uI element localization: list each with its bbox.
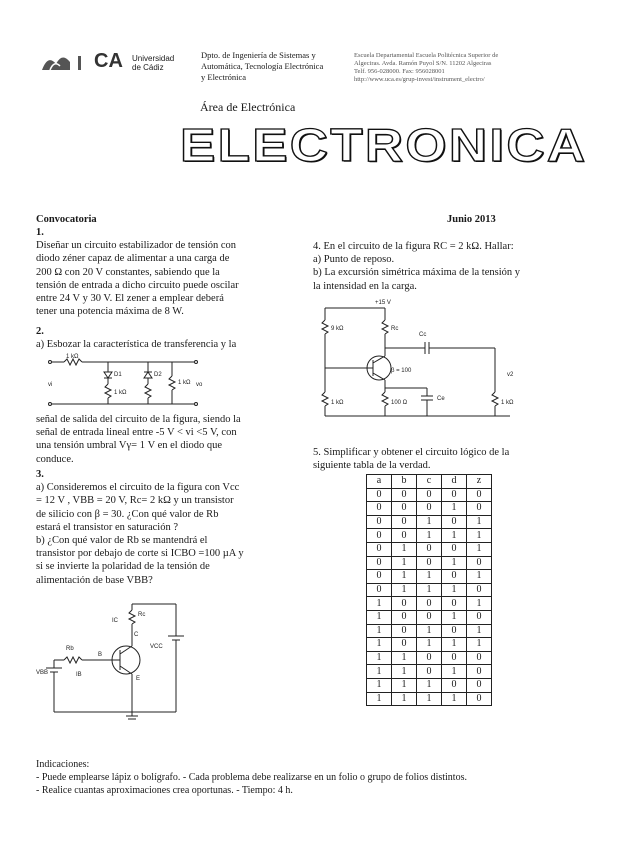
table-cell: 1 (442, 529, 467, 543)
beta-label: β = 100 (391, 368, 412, 374)
r2-label: 1 kΩ (114, 390, 127, 396)
re-label: 100 Ω (391, 400, 408, 406)
table-cell: 1 (392, 542, 417, 556)
svg-text:vi: vi (48, 382, 53, 388)
table-cell: 1 (417, 529, 442, 543)
table-cell: 0 (467, 610, 492, 624)
svg-text:vo: vo (196, 382, 203, 388)
rc-label: Rc (138, 612, 146, 618)
department-name: Dpto. de Ingeniería de Sistemas y Automática, Tecnología Electrónica y Electrónica (201, 50, 324, 82)
table-cell: 0 (417, 502, 442, 516)
table-cell: 0 (442, 542, 467, 556)
table-cell: 1 (467, 529, 492, 543)
table-header-row (367, 475, 492, 489)
table-cell: 1 (467, 624, 492, 638)
table-row (367, 515, 492, 529)
table-cell: 1 (392, 556, 417, 570)
diode-circuit-diagram (44, 352, 234, 414)
table-cell: 0 (467, 651, 492, 665)
b-label: B (98, 652, 103, 658)
table-cell: 1 (417, 570, 442, 584)
table-cell: 1 (442, 610, 467, 624)
table-cell: 0 (442, 651, 467, 665)
cc-label: Cc (419, 332, 427, 338)
table-cell: 0 (367, 488, 392, 502)
table-cell: 1 (442, 665, 467, 679)
table-cell: 0 (392, 529, 417, 543)
table-cell: 0 (367, 583, 392, 597)
question-2: 2. a) Esbozar la característica de transferencia y la (36, 325, 281, 351)
table-cell: 0 (442, 488, 467, 502)
question-2-continued: señal de salida del circuito de la figura, siendo la señal de entrada lineal entre -5 V < vi <5 V, con una tensión umbral Vγ= 1 V en el diodo que conduce. (36, 414, 241, 465)
table-cell: 1 (442, 638, 467, 652)
table-cell: 0 (467, 488, 492, 502)
table-cell: 0 (442, 597, 467, 611)
table-cell: 0 (392, 638, 417, 652)
table-cell: 0 (467, 665, 492, 679)
instruction-line: - Realice cuantas aproximaciones crea oportunas. - Tiempo: 4 h. (36, 785, 293, 796)
output-label: v2 (507, 372, 514, 378)
table-cell: 0 (392, 624, 417, 638)
table-row (367, 638, 492, 652)
page-title: ELECTRONICA (180, 119, 588, 171)
table-row (367, 542, 492, 556)
table-cell: 1 (467, 542, 492, 556)
question-number: 2. (36, 326, 44, 337)
instructions (36, 758, 596, 797)
question-1: 1. Diseñar un circuito estabilizador de tensión con diodo zéner capaz de alimentar a una carga de 200 Ω con 20 V constantes, sabiendo que la tensión de entrada a dicho circuito puede oscilar entre 24 V y 30 V. El zener a emplear deberá tener una potencia máxima de 8 W. (36, 226, 281, 318)
table-cell: 0 (417, 556, 442, 570)
r3-label: 1 kΩ (178, 380, 191, 386)
rl-label: 1 kΩ (501, 400, 514, 406)
exam-date: Junio 2013 (447, 214, 496, 225)
table-cell: 1 (367, 665, 392, 679)
table-row (367, 502, 492, 516)
column-header: z (467, 475, 492, 489)
table-cell: 0 (442, 624, 467, 638)
c-label: C (134, 632, 139, 638)
table-row (367, 610, 492, 624)
table-cell: 1 (467, 597, 492, 611)
column-header: a (367, 475, 392, 489)
table-cell: 1 (367, 692, 392, 706)
table-cell: 0 (442, 570, 467, 584)
rb-label: Rb (66, 646, 74, 652)
table-cell: 0 (417, 542, 442, 556)
table-cell: 0 (392, 488, 417, 502)
table-cell: 0 (367, 502, 392, 516)
table-row (367, 624, 492, 638)
table-cell: 1 (442, 583, 467, 597)
table-cell: 0 (367, 570, 392, 584)
e-label: E (136, 676, 141, 682)
table-cell: 0 (417, 665, 442, 679)
logo-emblem-icon (40, 50, 92, 72)
question-number: 1. (36, 227, 44, 238)
table-row (367, 488, 492, 502)
table-cell: 1 (392, 692, 417, 706)
table-cell: 0 (442, 515, 467, 529)
table-cell: 1 (417, 583, 442, 597)
amplifier-circuit-diagram (315, 296, 520, 424)
supply-voltage-label: +15 V (375, 300, 391, 306)
table-cell: 1 (442, 502, 467, 516)
instruction-line: - Puede emplearse lápiz o bolígrafo. - Cada problema debe realizarse en un folio o grupo de folios distintos. (36, 772, 467, 783)
table-cell: 1 (417, 678, 442, 692)
table-cell: 0 (417, 597, 442, 611)
table-cell: 0 (392, 610, 417, 624)
table-row (367, 597, 492, 611)
table-cell: 1 (392, 678, 417, 692)
table-cell: 0 (367, 542, 392, 556)
table-cell: 1 (367, 597, 392, 611)
table-cell: 0 (367, 556, 392, 570)
question-3: 3. a) Consideremos el circuito de la figura con Vcc = 12 V , VBB = 20 V, Rc= 2 kΩ y un transistor de silicio con β = 30. ¿Con qué valor de Rb estará el transistor en saturación ? b) ¿Con qué valor de Rb se mantendrá el transistor por debajo de corte si ICBO =100 µA y si se invierte la polaridad de la tensión de alimentación de base VBB? (36, 468, 281, 587)
department-address: Escuela Departamental Escuela Politécnica Superior de Algeciras. Avda. Ramón Puyol S/N. 11202 Algeciras Telf. 956-028000. Fax: 956028001 http://www.uca.es/grup-invest/instrument_electro/ (354, 52, 499, 83)
question-number: 3. (36, 469, 44, 480)
table-row (367, 678, 492, 692)
r2-label: 1 kΩ (331, 400, 344, 406)
table-cell: 1 (417, 515, 442, 529)
column-header: c (417, 475, 442, 489)
d2-label: D2 (154, 372, 162, 378)
convocatoria-label: Convocatoria (36, 214, 97, 225)
table-cell: 1 (392, 651, 417, 665)
table-cell: 0 (467, 556, 492, 570)
r1-label: 9 kΩ (331, 326, 344, 332)
table-row (367, 529, 492, 543)
question-5: 5. Simplificar y obtener el circuito lógico de la siguiente tabla de la verdad. (313, 447, 510, 472)
ib-label: IB (76, 672, 82, 678)
table-cell: 1 (367, 638, 392, 652)
vbb-label: VBB (36, 670, 49, 676)
table-cell: 0 (467, 678, 492, 692)
ce-label: Ce (437, 396, 445, 402)
logo-text: CA (94, 50, 123, 72)
table-cell: 1 (417, 638, 442, 652)
table-row (367, 583, 492, 597)
transistor-circuit-diagram (36, 600, 196, 722)
table-cell: 1 (392, 570, 417, 584)
table-row (367, 556, 492, 570)
university-logo (40, 50, 92, 72)
table-cell: 1 (367, 624, 392, 638)
table-cell: 1 (392, 583, 417, 597)
table-cell: 0 (417, 651, 442, 665)
table-cell: 0 (442, 678, 467, 692)
table-cell: 0 (392, 515, 417, 529)
d1-label: D1 (114, 372, 122, 378)
table-cell: 0 (467, 583, 492, 597)
area-label: Área de Electrónica (200, 100, 296, 114)
instructions-title: Indicaciones: (36, 759, 90, 770)
table-cell: 0 (367, 529, 392, 543)
table-cell: 1 (367, 678, 392, 692)
table-cell: 0 (392, 502, 417, 516)
column-header: b (392, 475, 417, 489)
table-cell: 1 (367, 610, 392, 624)
table-cell: 0 (467, 692, 492, 706)
table-cell: 1 (417, 624, 442, 638)
table-row (367, 570, 492, 584)
table-cell: 1 (442, 556, 467, 570)
table-cell: 0 (367, 515, 392, 529)
table-row (367, 692, 492, 706)
table-cell: 1 (392, 665, 417, 679)
table-cell: 1 (467, 570, 492, 584)
truth-table (366, 474, 492, 706)
r1-label: 1 kΩ (66, 354, 79, 360)
rc-label: Rc (391, 326, 399, 332)
question-4: 4. En el circuito de la figura RC = 2 kΩ. Hallar: a) Punto de reposo. b) La excursión simétrica máxima de la tensión y la intensidad en la carga. (313, 241, 521, 292)
table-cell: 0 (417, 488, 442, 502)
table-cell: 0 (417, 610, 442, 624)
table-cell: 1 (417, 692, 442, 706)
table-cell: 0 (392, 597, 417, 611)
table-cell: 1 (367, 651, 392, 665)
table-cell: 0 (467, 502, 492, 516)
ic-label: IC (112, 618, 118, 624)
university-name: Universidad de Cádiz (132, 54, 175, 72)
vcc-label: VCC (150, 644, 163, 650)
column-header: d (442, 475, 467, 489)
table-row (367, 665, 492, 679)
table-cell: 1 (467, 515, 492, 529)
table-cell: 1 (467, 638, 492, 652)
table-cell: 1 (442, 692, 467, 706)
table-row (367, 651, 492, 665)
